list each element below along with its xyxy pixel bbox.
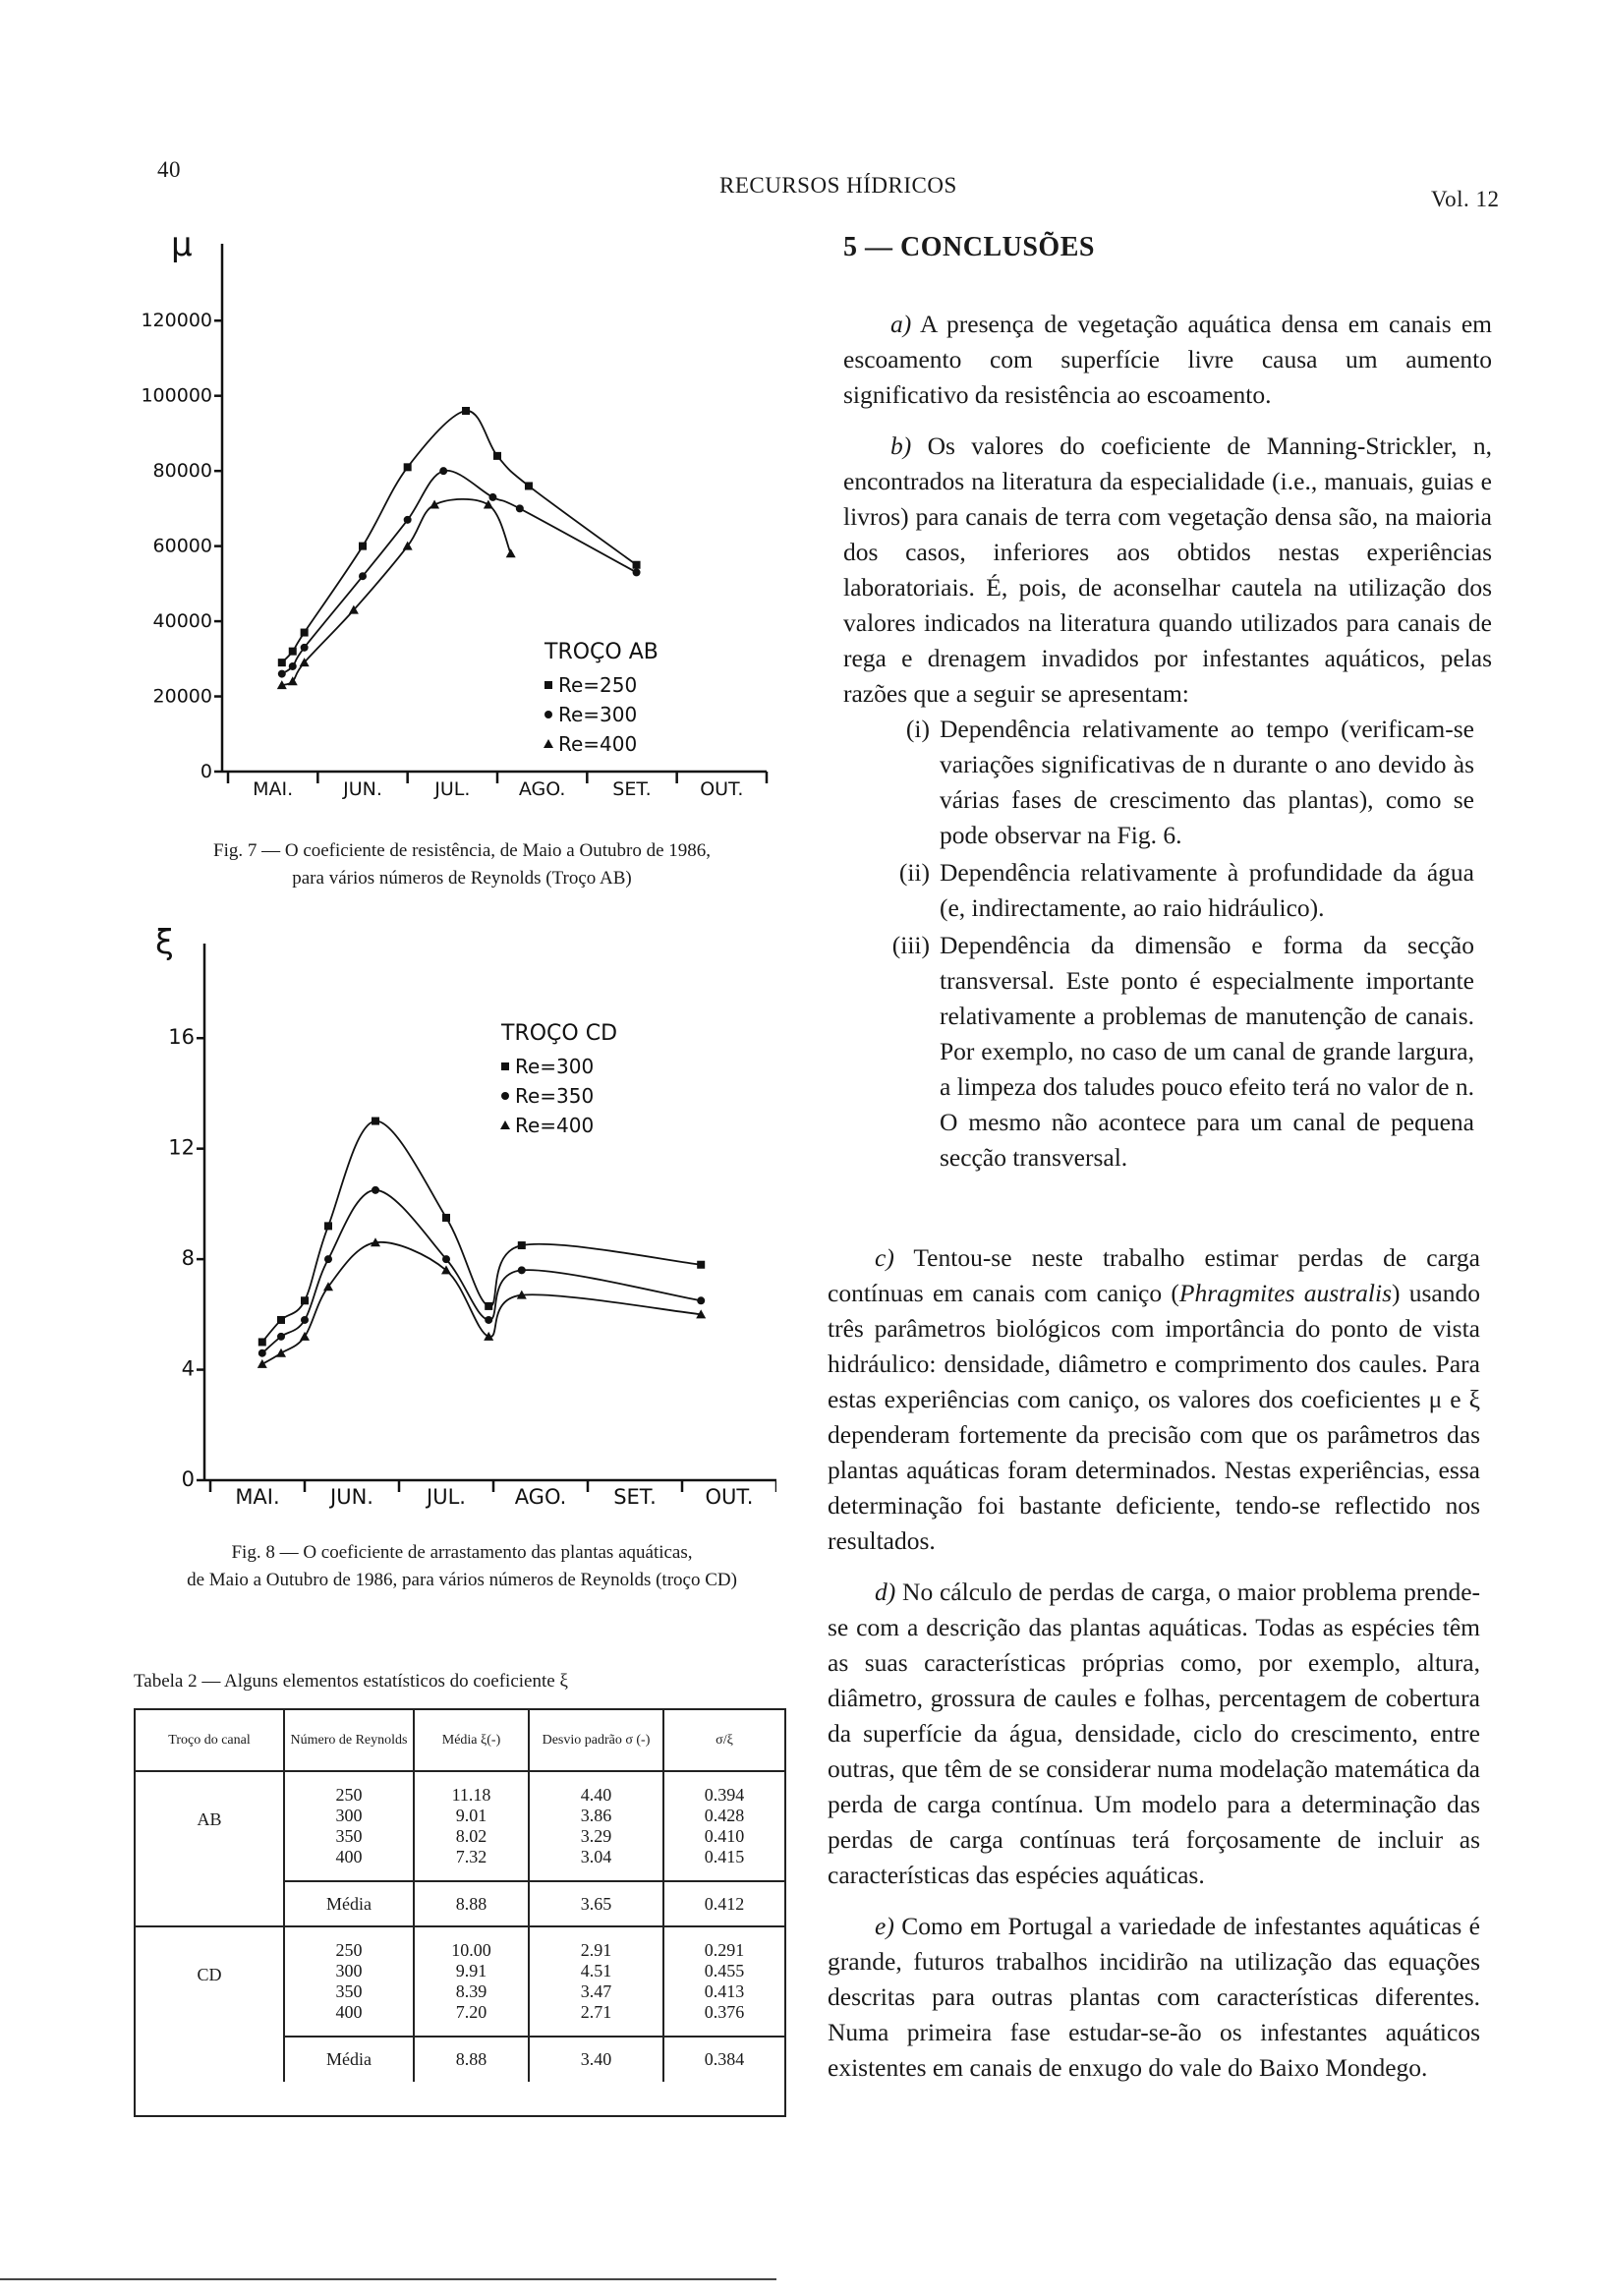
legend-entry: Re=350 [515, 1084, 595, 1108]
data-point-square [372, 1118, 379, 1125]
data-point-square [462, 407, 470, 415]
conclusion-b [843, 429, 1492, 712]
table-cell-summary-desvio: 3.40 [529, 2037, 663, 2082]
letter-e: e) [875, 1912, 894, 1940]
fig8-caption [108, 1539, 816, 1594]
x-tick-label: OUT. [700, 778, 744, 800]
y-tick-label: 12 [168, 1135, 195, 1160]
legend-entry: Re=250 [558, 673, 638, 697]
x-tick-label: JUL. [434, 778, 471, 800]
table-cell-summary-media: 8.88 [414, 1881, 529, 1926]
data-point-square [518, 1241, 526, 1249]
fig7-caption-line2: para vários números de Reynolds (Troço AB) [292, 868, 632, 889]
table-cell-ratio: 0.394 0.428 0.410 0.415 [663, 1771, 784, 1881]
series-line [282, 411, 637, 662]
conclusion-d-text: No cálculo de perdas de carga, o maior problema prende-se com a descrição das plantas aquáticas. Todas as espécies têm as suas características próprias como, por exemplo, altura, diâmetro, grossura de caules e folhas, percentagem de cobertura da superfície da água, densidade, ciclo do crescimento, entre outras, que têm de se considerar numa modelação matemática da perda de carga contínua. Um modelo para a determinação das perdas de carga contínuas terá forçosamente de incluir as características das espécies aquáticas. [828, 1578, 1480, 1889]
data-point-circle [324, 1255, 332, 1263]
table-title: Tabela 2 — Alguns elementos estatísticos do coeficiente ξ [134, 1671, 568, 1692]
data-point-square [501, 1062, 509, 1070]
x-tick-label: MAI. [235, 1485, 280, 1509]
data-point-square [404, 463, 412, 471]
data-point-circle [277, 1333, 285, 1341]
x-tick-label: SET. [613, 1485, 657, 1509]
data-point-square [289, 648, 297, 656]
data-point-triangle [544, 739, 553, 748]
list-item [865, 855, 1474, 926]
letter-a: a) [890, 310, 912, 338]
page-number: 40 [157, 157, 181, 182]
conclusions-body-2 [828, 1240, 1480, 2101]
table-cell-group: CD [136, 1926, 284, 2082]
th-troco: Troço do canal [136, 1710, 284, 1771]
fig8-caption-line1: Fig. 8 — O coeficiente de arrastamento das plantas aquáticas, [231, 1542, 693, 1563]
data-point-circle [301, 644, 309, 652]
fig7-chart [128, 206, 776, 816]
table-cell-summary-ratio: 0.384 [663, 2037, 784, 2082]
data-point-square [301, 1296, 309, 1304]
table-cell-reynolds: 250 300 350 400 [284, 1771, 414, 1881]
x-tick-label: JUN. [330, 1485, 373, 1509]
fig7-caption-line1: Fig. 7 — O coeficiente de resistência, de Maio a Outubro de 1986, [213, 840, 711, 861]
fig8-chart [128, 924, 776, 1533]
y-tick-label: 4 [181, 1356, 195, 1381]
x-tick-label: SET. [612, 778, 652, 800]
conclusion-c-text1: Tentou-se neste trabalho estimar perdas de carga contínuas em canais com caniço ( [828, 1243, 1480, 1307]
data-point-circle [485, 1316, 492, 1324]
conclusion-b-text: Os valores do coeficiente de Manning-Strickler, n, encontrados na literatura da especialidade (i.e., manuais, guias e livros) para canais de terra com vegetação densa são, na maioria dos casos, inferiores aos obtidos nestas experiências laboratoriais. É, pois, de aconselhar cautela na utilização dos valores indicados na literatura quando utilizados para canais de rega e drenagem invadidos por infestantes aquáticos, pelas razões que a seguir se apresentam: [843, 431, 1492, 708]
list-item-number: (i) [905, 715, 930, 743]
fig8-caption-line2: de Maio a Outubro de 1986, para vários números de Reynolds (troço CD) [187, 1570, 737, 1590]
letter-d: d) [875, 1578, 896, 1606]
th-ratio: σ/ξ [716, 1732, 733, 1748]
conclusion-a-text: A presença de vegetação aquática densa em canais em escoamento com superfície livre causa um aumento significativo da resistência ao escoamento. [843, 310, 1492, 409]
data-point-square [493, 452, 501, 460]
list-item [865, 712, 1474, 853]
data-point-circle [359, 572, 367, 580]
data-point-square [359, 543, 367, 550]
table-cell-group: AB [136, 1771, 284, 1926]
y-tick-label: 60000 [152, 535, 212, 557]
data-point-circle [697, 1296, 705, 1304]
data-point-triangle [430, 500, 439, 509]
th-reynolds: Número de Reynolds [284, 1710, 414, 1771]
y-tick-label: 16 [168, 1025, 195, 1050]
legend-title: TROÇO AB [544, 640, 659, 664]
legend-entry: Re=400 [515, 1114, 595, 1137]
table-row [136, 1771, 784, 1881]
data-point-circle [278, 670, 286, 678]
y-axis-symbol: μ [171, 225, 193, 264]
legend-entry: Re=400 [558, 732, 638, 756]
data-point-circle [258, 1349, 266, 1357]
data-point-square [544, 681, 552, 689]
series-line [282, 499, 511, 685]
legend-title: TROÇO CD [501, 1021, 618, 1046]
conclusion-a [843, 307, 1492, 413]
stats-table [134, 1708, 786, 2117]
data-point-square [301, 629, 309, 637]
data-point-circle [372, 1186, 379, 1194]
footer-rule [0, 2278, 776, 2280]
x-tick-label: MAI. [253, 778, 294, 800]
data-point-square [633, 561, 641, 569]
table-cell-summary-desvio: 3.65 [529, 1881, 663, 1926]
table-cell-desvio: 4.40 3.86 3.29 3.04 [529, 1771, 663, 1881]
legend-entry: Re=300 [515, 1055, 595, 1078]
journal-title: RECURSOS HÍDRICOS [719, 173, 957, 198]
y-tick-label: 80000 [152, 460, 212, 483]
y-tick-label: 20000 [152, 685, 212, 708]
conclusion-e-text: Como em Portugal a variedade de infestantes aquáticas é grande, futuros trabalhos incidirão na utilização das equações descritas para outras plantas com características diferentes. Numa primeira fase estudar-se-ão os infestantes aquáticos existentes em canais de enxugo do vale do Baixo Mondego. [828, 1912, 1480, 2082]
y-tick-label: 8 [181, 1246, 195, 1271]
legend-entry: Re=300 [558, 703, 638, 726]
table-cell-ratio: 0.291 0.455 0.413 0.376 [663, 1926, 784, 2037]
letter-c: c) [875, 1243, 894, 1272]
data-point-circle [501, 1092, 509, 1100]
conclusions-body [843, 307, 1492, 727]
table-cell-media: 10.00 9.91 8.39 7.20 [414, 1926, 529, 2037]
dependency-list [865, 712, 1474, 1177]
data-point-triangle [258, 1359, 267, 1368]
data-point-circle [301, 1316, 309, 1324]
species-name: Phragmites australis [1178, 1279, 1392, 1307]
data-point-triangle [276, 1349, 286, 1357]
data-point-triangle [300, 1332, 310, 1341]
data-point-square [277, 1316, 285, 1324]
conclusion-c [828, 1240, 1480, 1559]
data-point-circle [289, 662, 297, 670]
data-point-triangle [500, 1120, 510, 1129]
data-point-square [697, 1261, 705, 1269]
data-point-circle [516, 504, 524, 512]
data-point-circle [488, 493, 496, 501]
series-line [262, 1121, 701, 1343]
list-item-text: Dependência da dimensão e forma da secção transversal. Este ponto é especialmente importante relativamente a problemas de manutenção de canais. Por exemplo, no caso de um canal de grande largura, a limpeza dos taludes pouco efeito terá no valor de n. O mesmo não acontece para um canal de pequena secção transversal. [940, 931, 1474, 1172]
data-point-circle [544, 711, 552, 718]
x-tick-label: JUL. [427, 1485, 466, 1509]
data-point-square [278, 659, 286, 666]
x-tick-label: OUT. [705, 1485, 754, 1509]
section-title: 5 — CONCLUSÕES [843, 232, 1095, 262]
table-cell-summary-media: 8.88 [414, 2037, 529, 2082]
th-media: Média ξ(-) [414, 1710, 529, 1771]
data-point-circle [633, 568, 641, 576]
list-item [865, 928, 1474, 1176]
data-point-square [258, 1338, 266, 1346]
x-tick-label: JUN. [343, 778, 382, 800]
y-tick-label: 40000 [152, 610, 212, 633]
list-item-text: Dependência relativamente ao tempo (verificam-se variações significativas de n durante o ano devido às várias fases de crescimento das plantas), como se pode observar na Fig. 6. [940, 715, 1474, 849]
data-point-square [525, 482, 533, 489]
data-point-square [485, 1302, 492, 1310]
table-cell-summary-label: Média [284, 1881, 414, 1926]
conclusion-d [828, 1575, 1480, 1893]
conclusion-e [828, 1909, 1480, 2086]
table-row [136, 1926, 784, 2037]
data-point-triangle [506, 548, 516, 557]
table-cell-summary-label: Média [284, 2037, 414, 2082]
data-point-triangle [288, 676, 298, 685]
list-item-number: (ii) [898, 858, 930, 887]
y-tick-label: 100000 [141, 384, 212, 407]
data-point-square [442, 1214, 450, 1222]
x-tick-label: AGO. [514, 1485, 567, 1509]
y-tick-label: 0 [181, 1467, 195, 1491]
table-cell-reynolds: 250 300 350 400 [284, 1926, 414, 2037]
list-item-number: (iii) [891, 931, 930, 959]
data-point-circle [518, 1266, 526, 1274]
list-item-text: Dependência relativamente à profundidade da água (e, indirectamente, ao raio hidráulico). [940, 858, 1474, 922]
conclusion-c-text2: ) usando três parâmetros biológicos com importância do ponto de vista hidráulico: densidade, diâmetro e comprimento dos caules. Para estas experiências com caniço, os valores dos coeficientes μ e ξ dependeram fortemente da precisão com que os parâmetros das plantas aquáticas foram determinados. Nestas experiências, essa determinação foi bastante deficiente, tendo-se reflectido nos resultados. [828, 1279, 1481, 1555]
table-cell-summary-ratio: 0.412 [663, 1881, 784, 1926]
fig7-caption [138, 837, 786, 892]
th-desvio: Desvio padrão σ (-) [529, 1710, 663, 1771]
data-point-square [324, 1222, 332, 1230]
table-cell-desvio: 2.91 4.51 3.47 2.71 [529, 1926, 663, 2037]
volume-label: Vol. 12 [1431, 187, 1500, 211]
letter-b: b) [890, 431, 912, 460]
y-tick-label: 120000 [141, 310, 212, 332]
y-tick-label: 0 [200, 761, 212, 782]
y-axis-symbol: ξ [155, 924, 174, 962]
table-cell-media: 11.18 9.01 8.02 7.32 [414, 1771, 529, 1881]
data-point-triangle [484, 500, 493, 509]
data-point-circle [439, 467, 447, 475]
x-tick-label: AGO. [518, 778, 566, 800]
data-point-circle [404, 516, 412, 524]
data-point-circle [442, 1255, 450, 1263]
